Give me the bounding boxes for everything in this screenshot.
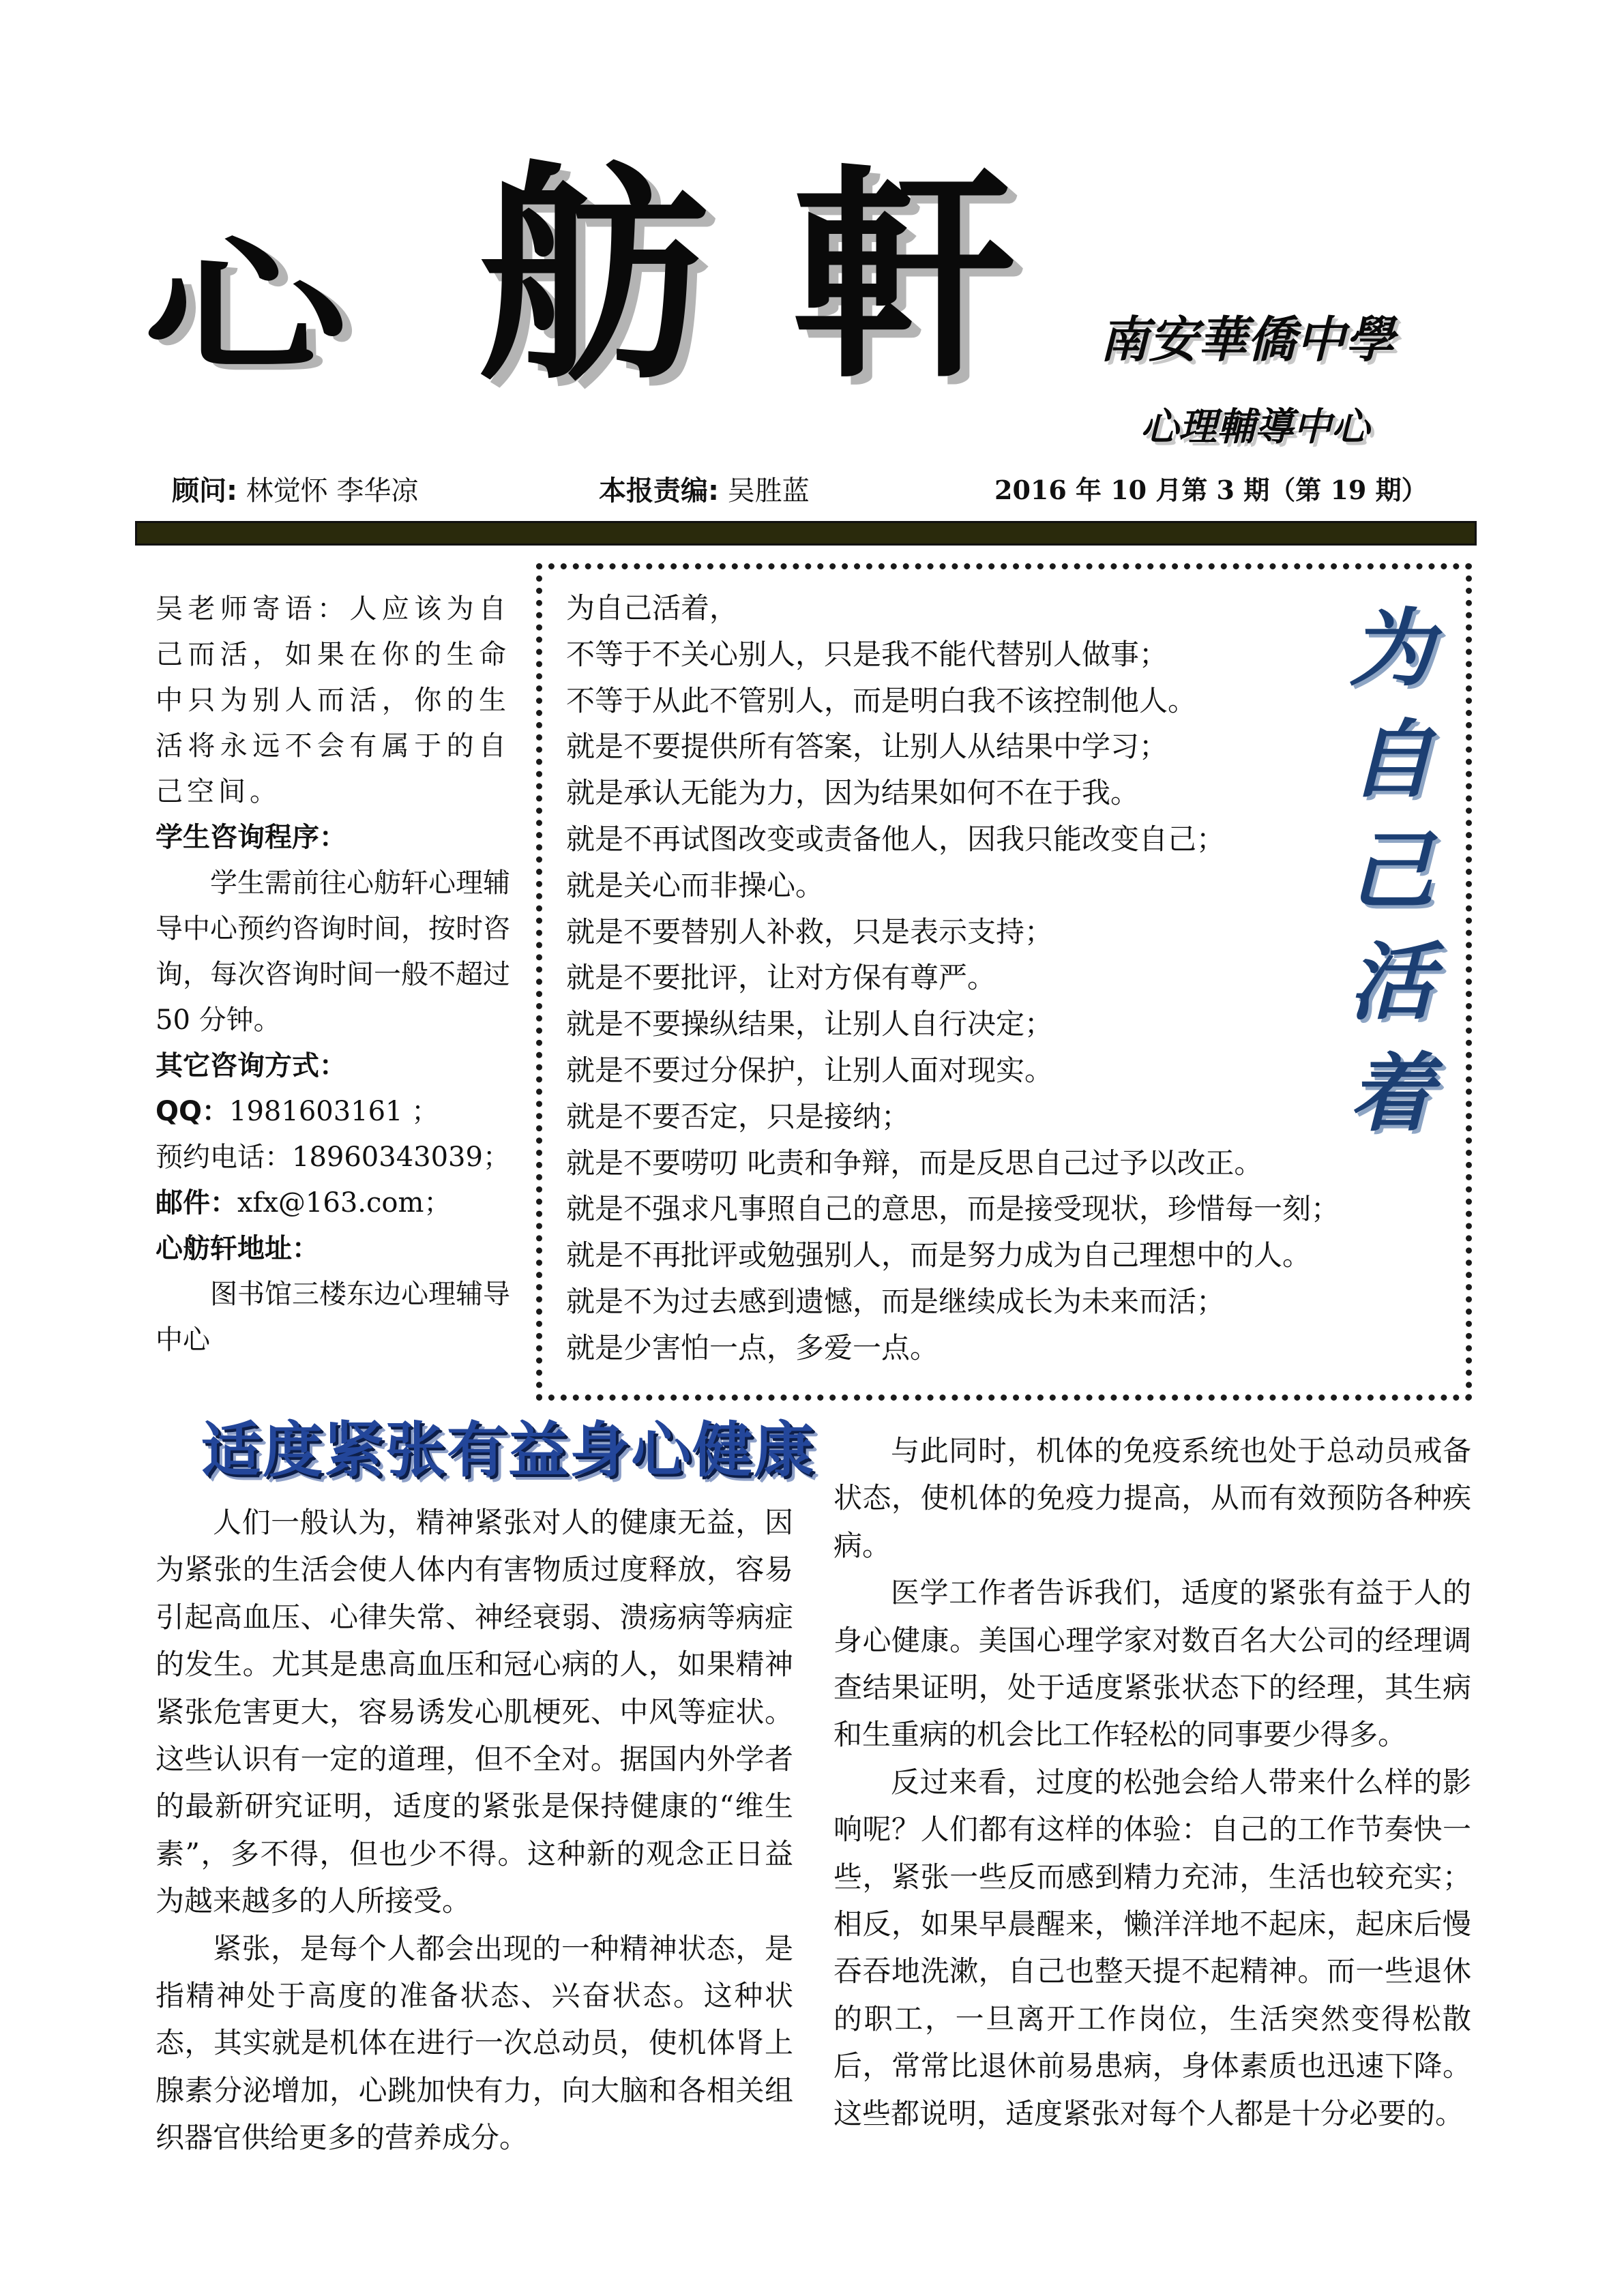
vertical-title-char: 为 bbox=[1348, 599, 1434, 698]
vertical-title-char: 自 bbox=[1348, 711, 1434, 809]
issue-line: 2016 年 10 月第 3 期（第 19 期） bbox=[994, 475, 1428, 505]
masthead-char-xin: 心 bbox=[143, 222, 348, 391]
email-line bbox=[156, 1180, 510, 1226]
poem-line: 就是不再批评或勉强别人，而是努力成为自己理想中的人。 bbox=[566, 1238, 1312, 1272]
editor-line bbox=[599, 477, 810, 505]
article-paragraph: 与此同时，机体的免疫系统也处于总动员戒备状态，使机体的免疫力提高，从而有效预防各种疾病。 bbox=[833, 1434, 1471, 1562]
qq-label: QQ： bbox=[156, 1096, 230, 1127]
procedure-text: 学生需前往心舫轩心理辅导中心预约咨询时间，按时咨询，每次咨询时间一般不超过 50 分钟。 bbox=[156, 867, 510, 1036]
poem-line: 就是不要批评，让对方保有尊严。 bbox=[566, 961, 996, 995]
poem-line: 就是不为过去感到遗憾，而是继续成长为未来而活； bbox=[566, 1284, 1226, 1318]
email-label: 邮件： bbox=[156, 1187, 237, 1219]
poem-line: 就是不要唠叨 叱责和争辩，而是反思自己过予以改正。 bbox=[566, 1146, 1263, 1180]
article-paragraph: 反过来看，过度的松弛会给人带来什么样的影响呢？人们都有这样的体验：自己的工作节奏快一些，紧张一些反而感到精力充沛，生活也较充实；相反，如果早晨醒来，懒洋洋地不起床，起床后慢吞吞地洗漱，自己也整天提不起精神。而一些退休的职工，一旦离开工作岗位，生活突然变得松散后，常常比退休前易患病，身体素质也迅速下降。这些都说明，适度紧张对每个人都是十分必要的。 bbox=[833, 1765, 1471, 2130]
center-name: 心理輔導中心 bbox=[1140, 404, 1370, 449]
poem-line: 为自己活着， bbox=[566, 591, 739, 625]
poem-line: 就是不要过分保护，让别人面对现实。 bbox=[566, 1053, 1054, 1087]
vertical-title-char: 着 bbox=[1348, 1044, 1434, 1143]
article-title: 适度紧张有益身心健康 bbox=[201, 1415, 816, 1485]
qq-line bbox=[156, 1089, 510, 1135]
poem-line: 就是关心而非操心。 bbox=[566, 868, 825, 902]
poem-line: 就是不强求凡事照自己的意思，而是接受现状，珍惜每一刻； bbox=[566, 1192, 1340, 1226]
teacher-quote: 吴老师寄语：人应该为自己而活，如果在你的生命中只为别人而活，你的生活将永远不会有属于的自己空间。 bbox=[156, 593, 510, 807]
procedure-heading: 学生咨询程序： bbox=[156, 822, 346, 853]
sidebar bbox=[156, 586, 510, 1363]
poem-line: 就是少害怕一点，多爱一点。 bbox=[566, 1330, 939, 1365]
vertical-title-char: 己 bbox=[1348, 822, 1434, 921]
poem-line: 就是不要替别人补救，只是表示支持； bbox=[566, 914, 1054, 949]
poem-line: 就是不要提供所有答案，让别人从结果中学习； bbox=[566, 730, 1168, 764]
advisor-line bbox=[172, 477, 418, 505]
masthead-char-fang: 舫 bbox=[477, 140, 709, 412]
article-paragraph: 人们一般认为，精神紧张对人的健康无益，因为紧张的生活会使人体内有害物质过度释放，容易引起高血压、心律失常、神经衰弱、溃疡病等病症的发生。尤其是患高血压和冠心病的人，如果精神紧张危害更大，容易诱发心肌梗死、中风等症状。这些认识有一定的道理，但不全对。据国内外学者的最新研究证明，适度的紧张是保持健康的“维生素”，多不得，但也少不得。这种新的观念正日益为越来越多的人所接受。 bbox=[156, 1506, 793, 1918]
poem-line: 不等于不关心别人，只是我不能代替别人做事； bbox=[566, 637, 1168, 671]
masthead-char-xuan: 軒 bbox=[791, 144, 1016, 408]
address-heading: 心舫轩地址： bbox=[156, 1233, 319, 1264]
article-left-column bbox=[156, 1499, 793, 2162]
vertical-title-char: 活 bbox=[1348, 933, 1434, 1032]
poem-line: 就是承认无能为力，因为结果如何不在于我。 bbox=[566, 776, 1140, 810]
advisor-value: 林觉怀 李华凉 bbox=[246, 475, 419, 507]
editor-label: 本报责编: bbox=[599, 475, 719, 507]
poem-line: 不等于从此不管别人，而是明白我不该控制他人。 bbox=[566, 683, 1197, 717]
header-rule bbox=[135, 521, 1477, 546]
email-value: xfx@163.com； bbox=[237, 1187, 452, 1219]
school-name: 南安華僑中學 bbox=[1099, 310, 1395, 368]
poem-line: 就是不再试图改变或责备他人，因我只能改变自己； bbox=[566, 822, 1226, 856]
article-right-column bbox=[833, 1427, 1471, 2137]
poem-vertical-title bbox=[1337, 593, 1446, 1149]
article-paragraph: 紧张，是每个人都会出现的一种精神状态，是指精神处于高度的准备状态、兴奋状态。这种状态，其实就是机体在进行一次总动员，使机体肾上腺素分泌增加，心跳加快有力，向大脑和各相关组织器官供给更多的营养成分。 bbox=[156, 1931, 793, 2155]
editor-value: 吴胜蓝 bbox=[727, 475, 810, 507]
other-heading: 其它咨询方式： bbox=[156, 1050, 346, 1082]
poem-text bbox=[566, 585, 1340, 1371]
phone-line: 预约电话：18960343039； bbox=[156, 1142, 510, 1173]
poem-line: 就是不要否定，只是接纳； bbox=[566, 1099, 911, 1133]
advisor-label: 顾问: bbox=[172, 475, 237, 507]
qq-value: 1981603161 ； bbox=[229, 1096, 439, 1127]
article-paragraph: 医学工作者告诉我们，适度的紧张有益于人的身心健康。美国心理学家对数百名大公司的经理调查结果证明，处于适度紧张状态下的经理，其生病和生重病的机会比工作轻松的同事要少得多。 bbox=[833, 1576, 1471, 1752]
poem-line: 就是不要操纵结果，让别人自行决定； bbox=[566, 1007, 1054, 1041]
address-text: 图书馆三楼东边心理辅导中心 bbox=[156, 1279, 510, 1356]
